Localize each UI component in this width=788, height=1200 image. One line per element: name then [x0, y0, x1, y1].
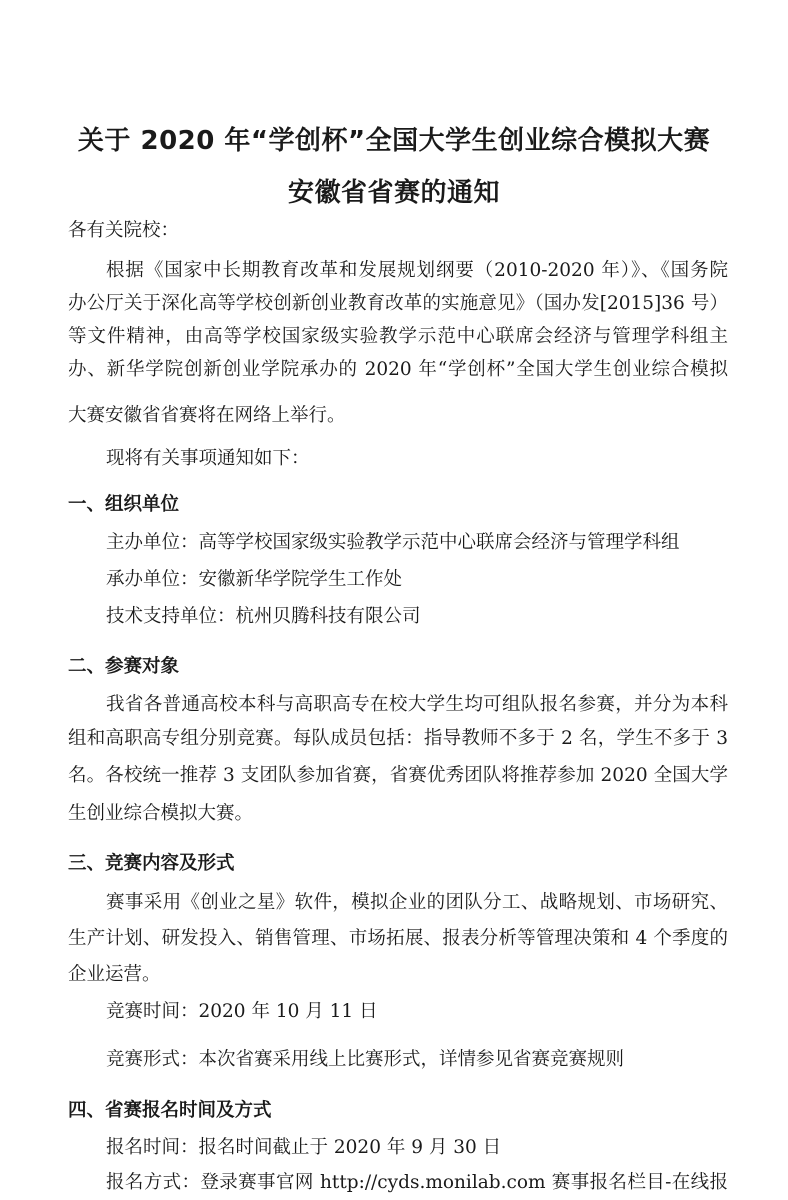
organizer-line: 主办单位：高等学校国家级实验教学示范中心联席会经济与管理学科组	[106, 532, 680, 553]
section-heading-organizers: 一、组织单位	[68, 494, 180, 515]
competition-form: 竞赛形式：本次省赛采用线上比赛形式，详情参见省赛竞赛规则	[106, 1049, 625, 1070]
participants-line: 组和高职高专组分别竞赛。每队成员包括：指导教师不多于 2 名，学生不多于 3	[68, 728, 728, 749]
participants-line: 名。各校统一推荐 3 支团队参加省赛，省赛优秀团队将推荐参加 2020 全国大学	[68, 765, 728, 786]
registration-method: 报名方式：登录赛事官网 http://cyds.monilab.com 赛事报名栏目-在线报	[106, 1172, 728, 1193]
intro-line: 等文件精神，由高等学校国家级实验教学示范中心联席会经济与管理学科组主	[68, 326, 728, 347]
participants-line: 我省各普通高校本科与高职高专在校大学生均可组队报名参赛，并分为本科	[106, 694, 728, 715]
section-heading-content: 三、竞赛内容及形式	[68, 853, 235, 874]
section-heading-registration: 四、省赛报名时间及方式	[68, 1100, 272, 1121]
organizer-line: 承办单位：安徽新华学院学生工作处	[106, 569, 403, 590]
section-heading-participants: 二、参赛对象	[68, 656, 180, 677]
content-line: 生产计划、研发投入、销售管理、市场拓展、报表分析等管理决策和 4 个季度的	[68, 928, 728, 949]
intro-line: 根据《国家中长期教育改革和发展规划纲要（2010-2020 年）》、《国务院	[106, 260, 728, 281]
participants-line: 生创业综合模拟大赛。	[68, 803, 254, 824]
intro-line: 大赛安徽省省赛将在网络上举行。	[68, 405, 346, 426]
document-title-line-2: 安徽省省赛的通知	[287, 178, 500, 208]
intro-line: 办、新华学院创新创业学院承办的 2020 年“学创杯”全国大学生创业综合模拟	[68, 359, 728, 380]
registration-time: 报名时间：报名时间截止于 2020 年 9 月 30 日	[106, 1137, 502, 1158]
content-line: 企业运营。	[68, 964, 161, 985]
content-line: 赛事采用《创业之星》软件，模拟企业的团队分工、战略规划、市场研究、	[106, 892, 728, 913]
notice-line: 现将有关事项通知如下：	[106, 448, 310, 469]
intro-line: 办公厅关于深化高等学校创新创业教育改革的实施意见》（国办发[2015]36 号）	[68, 293, 728, 314]
document-title-line-1: 关于 2020 年“学创杯”全国大学生创业综合模拟大赛	[77, 126, 711, 156]
competition-time: 竞赛时间：2020 年 10 月 11 日	[106, 1001, 378, 1022]
organizer-line: 技术支持单位：杭州贝腾科技有限公司	[106, 606, 421, 627]
salutation: 各有关院校：	[68, 220, 180, 241]
